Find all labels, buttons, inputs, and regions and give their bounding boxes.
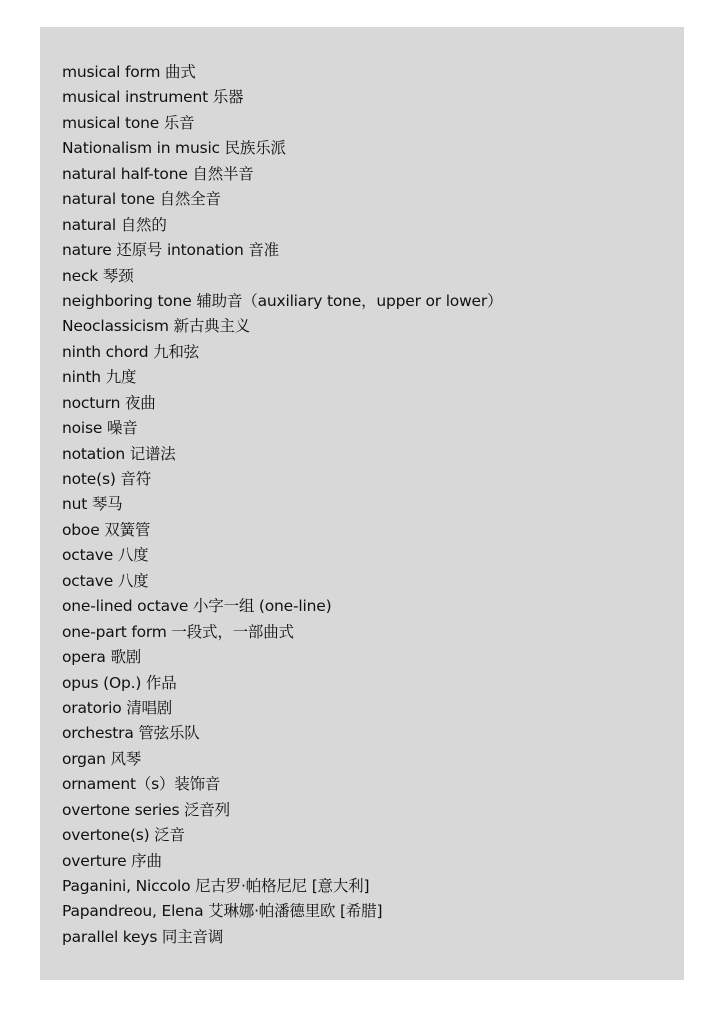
glossary-entry: notation 记谱法: [62, 444, 176, 463]
glossary-entry: oboe 双簧管: [62, 520, 151, 539]
glossary-entry: organ 风琴: [62, 749, 142, 768]
glossary-entry: overtone(s) 泛音: [62, 826, 185, 845]
glossary-entry: natural half-tone 自然半音: [62, 164, 254, 183]
glossary-entry: opus (Op.) 作品: [62, 673, 177, 692]
glossary-entry: octave 八度: [62, 546, 149, 565]
glossary-entry: one-lined octave 小字一组 (one-line): [62, 597, 332, 616]
glossary-entry: nocturn 夜曲: [62, 393, 156, 412]
glossary-entry: neighboring tone 辅助音（auxiliary tone，upper or lower）: [62, 291, 503, 310]
glossary-entry: octave 八度: [62, 571, 149, 590]
glossary-entry: one-part form 一段式，一部曲式: [62, 622, 294, 641]
glossary-entry: Neoclassicism 新古典主义: [62, 317, 251, 336]
glossary-entry: opera 歌剧: [62, 648, 142, 667]
glossary-entry: natural tone 自然全音: [62, 190, 221, 209]
glossary-entry: Nationalism in music 民族乐派: [62, 139, 286, 158]
glossary-entry: musical tone 乐音: [62, 113, 195, 132]
glossary-entry: orchestra 管弦乐队: [62, 724, 200, 743]
glossary-entry: ninth chord 九和弦: [62, 342, 199, 361]
glossary-entry: nature 还原号 intonation 音准: [62, 241, 279, 260]
glossary-entry: neck 琴颈: [62, 266, 134, 285]
glossary-entry: noise 噪音: [62, 419, 138, 438]
glossary-entry: nut 琴马: [62, 495, 123, 514]
glossary-entry: oratorio 清唱剧: [62, 698, 173, 717]
glossary-entry: ornament（s）装饰音: [62, 775, 221, 794]
glossary-list: [62, 60, 502, 950]
glossary-entry: musical form 曲式: [62, 63, 196, 81]
glossary-entry: musical instrument 乐器: [62, 88, 244, 107]
glossary-entry: Paganini, Niccolo 尼古罗·帕格尼尼 [意大利]: [62, 877, 370, 895]
glossary-entry: note(s) 音符: [62, 470, 152, 488]
document-page: [40, 27, 684, 980]
glossary-entry: ninth 九度: [62, 368, 137, 387]
glossary-entry: parallel keys 同主音调: [62, 927, 224, 946]
glossary-entry: overtone series 泛音列: [62, 800, 230, 819]
glossary-entry: natural 自然的: [62, 215, 167, 234]
glossary-entry: overture 序曲: [62, 851, 162, 870]
glossary-entry: Papandreou, Elena 艾琳娜·帕潘德里欧 [希腊]: [62, 902, 383, 921]
